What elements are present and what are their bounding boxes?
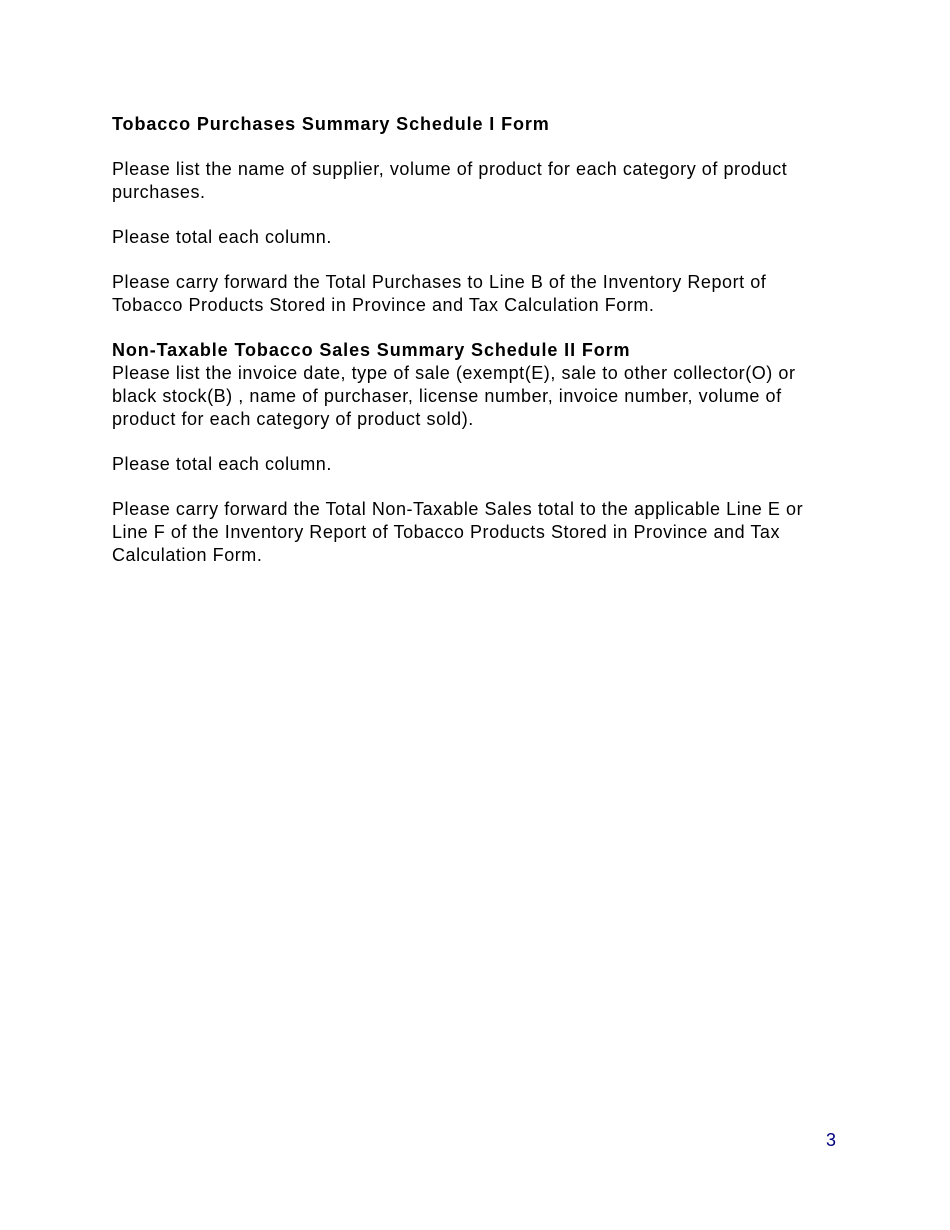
schedule-i-title: Tobacco Purchases Summary Schedule I Form [112, 114, 550, 134]
spacer [112, 136, 842, 158]
schedule-ii-instruction-total: Please total each column. [112, 454, 332, 474]
schedule-i-instruction-list: Please list the name of supplier, volume of product for each category of product purchases. [112, 159, 788, 202]
schedule-ii-instruction-list: Please list the invoice date, type of sale (exempt(E), sale to other collector(O) or black stock(B) , name of purchaser, license number, invoice number, volume of product for each category of product sold). [112, 363, 796, 429]
page-number: 3 [826, 1130, 837, 1150]
schedule-i-instruction-carry-forward: Please carry forward the Total Purchases to Line B of the Inventory Report of Tobacco Products Stored in Province and Tax Calculation Form. [112, 272, 767, 315]
schedule-ii-title: Non-Taxable Tobacco Sales Summary Schedule II Form [112, 340, 631, 360]
spacer [112, 249, 842, 271]
spacer [112, 204, 842, 226]
schedule-ii-instruction-carry-forward: Please carry forward the Total Non-Taxable Sales total to the applicable Line E or Line F of the Inventory Report of Tobacco Products Stored in Province and Tax Calculation Form. [112, 499, 804, 565]
spacer [112, 317, 842, 339]
document-body [112, 113, 842, 567]
spacer [112, 431, 842, 453]
schedule-i-instruction-total: Please total each column. [112, 227, 332, 247]
spacer [112, 476, 842, 498]
